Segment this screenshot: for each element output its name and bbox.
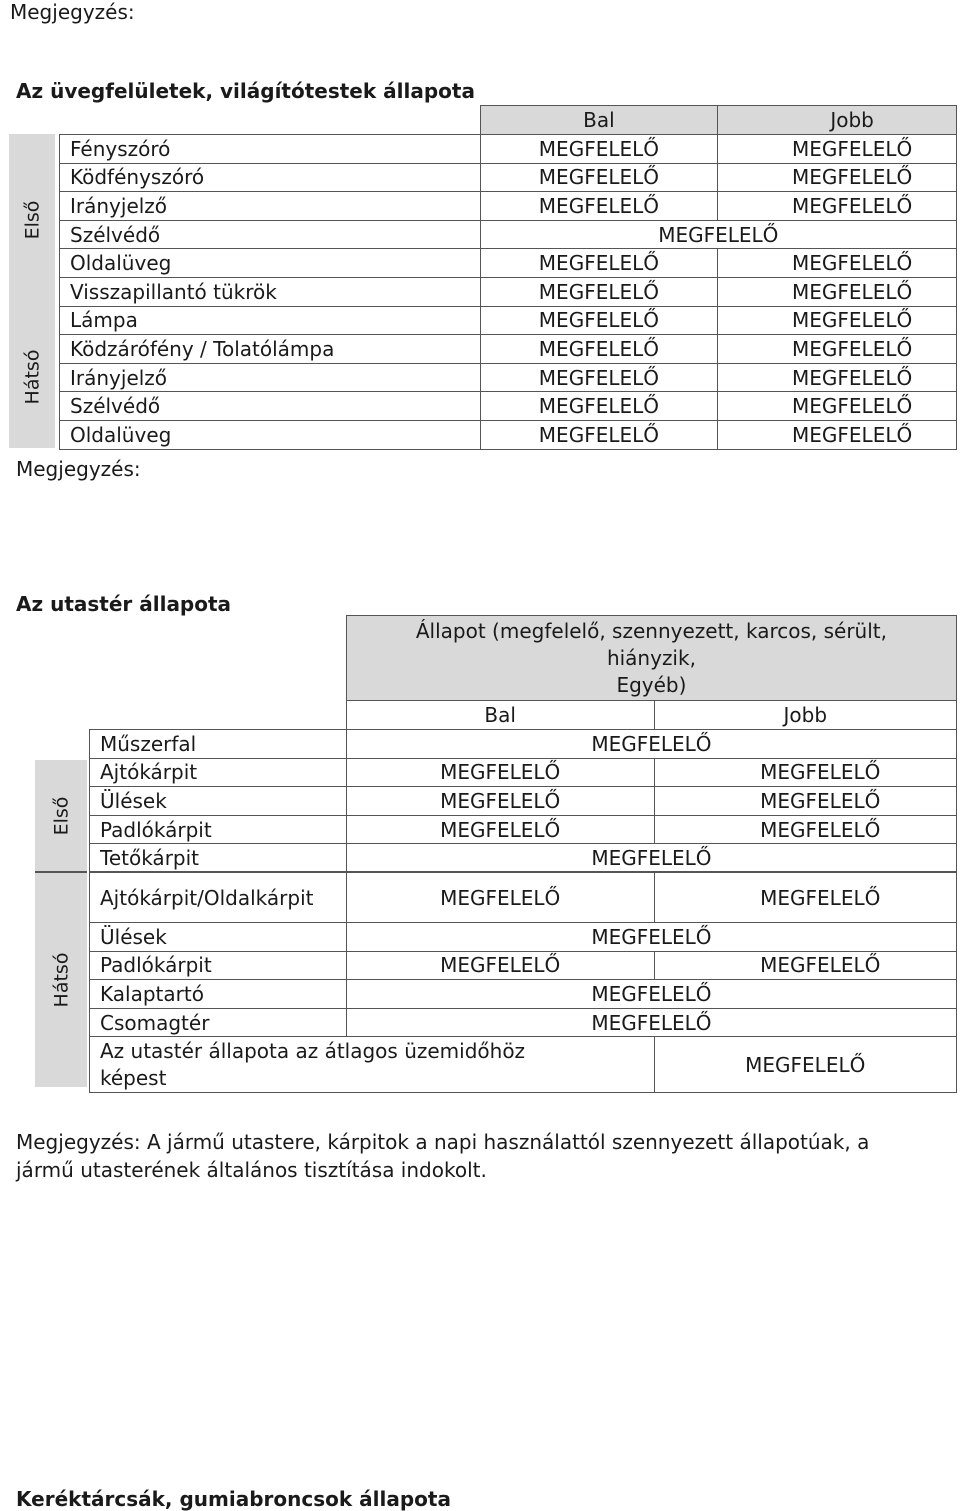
row-status-left: MEGFELELŐ xyxy=(480,277,718,306)
row-item-label: Lámpa xyxy=(60,306,481,335)
glass-group-rear-label: Hátsó xyxy=(21,349,43,405)
cabin-average-value: MEGFELELŐ xyxy=(654,1037,957,1093)
row-status-left: MEGFELELŐ xyxy=(480,335,718,364)
cabin-table xyxy=(89,615,957,1093)
row-status-merged: MEGFELELŐ xyxy=(346,1008,956,1037)
row-status-right: MEGFELELŐ xyxy=(718,363,957,392)
row-item-label: Fényszóró xyxy=(60,135,481,164)
row-status-left: MEGFELELŐ xyxy=(480,306,718,335)
row-status-left: MEGFELELŐ xyxy=(480,135,718,164)
row-status-merged: MEGFELELŐ xyxy=(480,220,956,249)
table-row xyxy=(60,363,957,392)
table-row xyxy=(60,249,957,278)
row-status-merged: MEGFELELŐ xyxy=(346,922,956,951)
cabin-header-row xyxy=(90,616,957,701)
row-item-label: Szélvédő xyxy=(60,392,481,421)
row-status-left: MEGFELELŐ xyxy=(480,420,718,449)
cabin-col-right: Jobb xyxy=(654,701,957,730)
glass-col-right: Jobb xyxy=(718,106,957,135)
cabin-status-header: Állapot (megfelelő, szennyezett, karcos, sérült, hiányzik, Egyéb) xyxy=(346,616,956,701)
row-status-right: MEGFELELŐ xyxy=(718,135,957,164)
table-row xyxy=(90,844,957,873)
table-row xyxy=(90,815,957,844)
cabin-group-rear-label: Hátsó xyxy=(50,952,72,1008)
row-status-left: MEGFELELŐ xyxy=(346,787,654,816)
row-status-left: MEGFELELŐ xyxy=(480,192,718,221)
row-status-right: MEGFELELŐ xyxy=(654,758,957,787)
row-status-left: MEGFELELŐ xyxy=(480,249,718,278)
row-status-right: MEGFELELŐ xyxy=(718,163,957,192)
glass-table xyxy=(59,105,957,450)
row-status-right: MEGFELELŐ xyxy=(718,249,957,278)
row-item-label: Ködzárófény / Tolatólámpa xyxy=(60,335,481,364)
row-status-left: MEGFELELŐ xyxy=(346,815,654,844)
row-item-label: Tetőkárpit xyxy=(90,844,347,873)
table-row xyxy=(60,306,957,335)
row-status-right: MEGFELELŐ xyxy=(654,951,957,980)
cabin-note: Megjegyzés: A jármű utastere, kárpitok a napi használattól szennyezett állapotúak, a jármű utasterének általános tisztítása indokolt. xyxy=(16,1130,870,1182)
table-row xyxy=(90,730,957,759)
row-status-left: MEGFELELŐ xyxy=(346,758,654,787)
row-item-label: Ülések xyxy=(90,787,347,816)
row-item-label: Oldalüveg xyxy=(60,420,481,449)
table-row xyxy=(90,922,957,951)
row-item-label: Kalaptartó xyxy=(90,980,347,1009)
glass-header-row xyxy=(60,106,957,135)
glass-note: Megjegyzés: xyxy=(16,457,141,481)
cabin-subheader-row xyxy=(90,701,957,730)
top-note: Megjegyzés: xyxy=(10,0,135,24)
row-item-label: Padlókárpit xyxy=(90,951,347,980)
table-row xyxy=(90,787,957,816)
row-item-label: Ajtókárpit/Oldalkárpit xyxy=(90,872,347,922)
row-status-right: MEGFELELŐ xyxy=(718,335,957,364)
table-row xyxy=(60,277,957,306)
row-status-right: MEGFELELŐ xyxy=(718,277,957,306)
row-status-left: MEGFELELŐ xyxy=(346,951,654,980)
row-status-merged: MEGFELELŐ xyxy=(346,730,956,759)
row-item-label: Oldalüveg xyxy=(60,249,481,278)
row-status-right: MEGFELELŐ xyxy=(718,192,957,221)
table-row xyxy=(90,758,957,787)
row-item-label: Visszapillantó tükrök xyxy=(60,277,481,306)
glass-col-left: Bal xyxy=(480,106,718,135)
table-row xyxy=(60,192,957,221)
row-item-label: Csomagtér xyxy=(90,1008,347,1037)
table-row xyxy=(60,420,957,449)
row-item-label: Ködfényszóró xyxy=(60,163,481,192)
glass-section-title: Az üvegfelületek, világítótestek állapota xyxy=(16,79,475,103)
row-status-left: MEGFELELŐ xyxy=(480,363,718,392)
row-status-right: MEGFELELŐ xyxy=(718,392,957,421)
cabin-col-left: Bal xyxy=(346,701,654,730)
row-item-label: Ülések xyxy=(90,922,347,951)
row-status-left: MEGFELELŐ xyxy=(480,163,718,192)
cabin-group-front-label: Első xyxy=(50,796,72,835)
row-status-right: MEGFELELŐ xyxy=(718,306,957,335)
row-item-label: Műszerfal xyxy=(90,730,347,759)
cabin-section-title: Az utastér állapota xyxy=(16,592,232,616)
table-row xyxy=(90,1008,957,1037)
row-status-right: MEGFELELŐ xyxy=(718,420,957,449)
table-row xyxy=(90,980,957,1009)
row-status-right: MEGFELELŐ xyxy=(654,815,957,844)
row-item-label: Irányjelző xyxy=(60,192,481,221)
row-item-label: Szélvédő xyxy=(60,220,481,249)
row-item-label: Padlókárpit xyxy=(90,815,347,844)
row-status-right: MEGFELELŐ xyxy=(654,872,957,922)
table-row xyxy=(90,872,957,922)
glass-group-front-label: Első xyxy=(21,200,43,239)
table-row xyxy=(60,163,957,192)
row-item-label: Irányjelző xyxy=(60,363,481,392)
cabin-average-row xyxy=(90,1037,957,1093)
table-row xyxy=(60,392,957,421)
row-status-right: MEGFELELŐ xyxy=(654,787,957,816)
table-row xyxy=(90,951,957,980)
row-status-merged: MEGFELELŐ xyxy=(346,844,956,873)
row-status-left: MEGFELELŐ xyxy=(346,872,654,922)
table-row xyxy=(60,220,957,249)
table-row xyxy=(60,335,957,364)
cabin-average-item: Az utastér állapota az átlagos üzemidőhöz képest xyxy=(90,1037,655,1093)
wheels-section-title: Keréktárcsák, gumiabroncsok állapota xyxy=(16,1487,451,1511)
row-item-label: Ajtókárpit xyxy=(90,758,347,787)
row-status-left: MEGFELELŐ xyxy=(480,392,718,421)
table-row xyxy=(60,135,957,164)
row-status-merged: MEGFELELŐ xyxy=(346,980,956,1009)
